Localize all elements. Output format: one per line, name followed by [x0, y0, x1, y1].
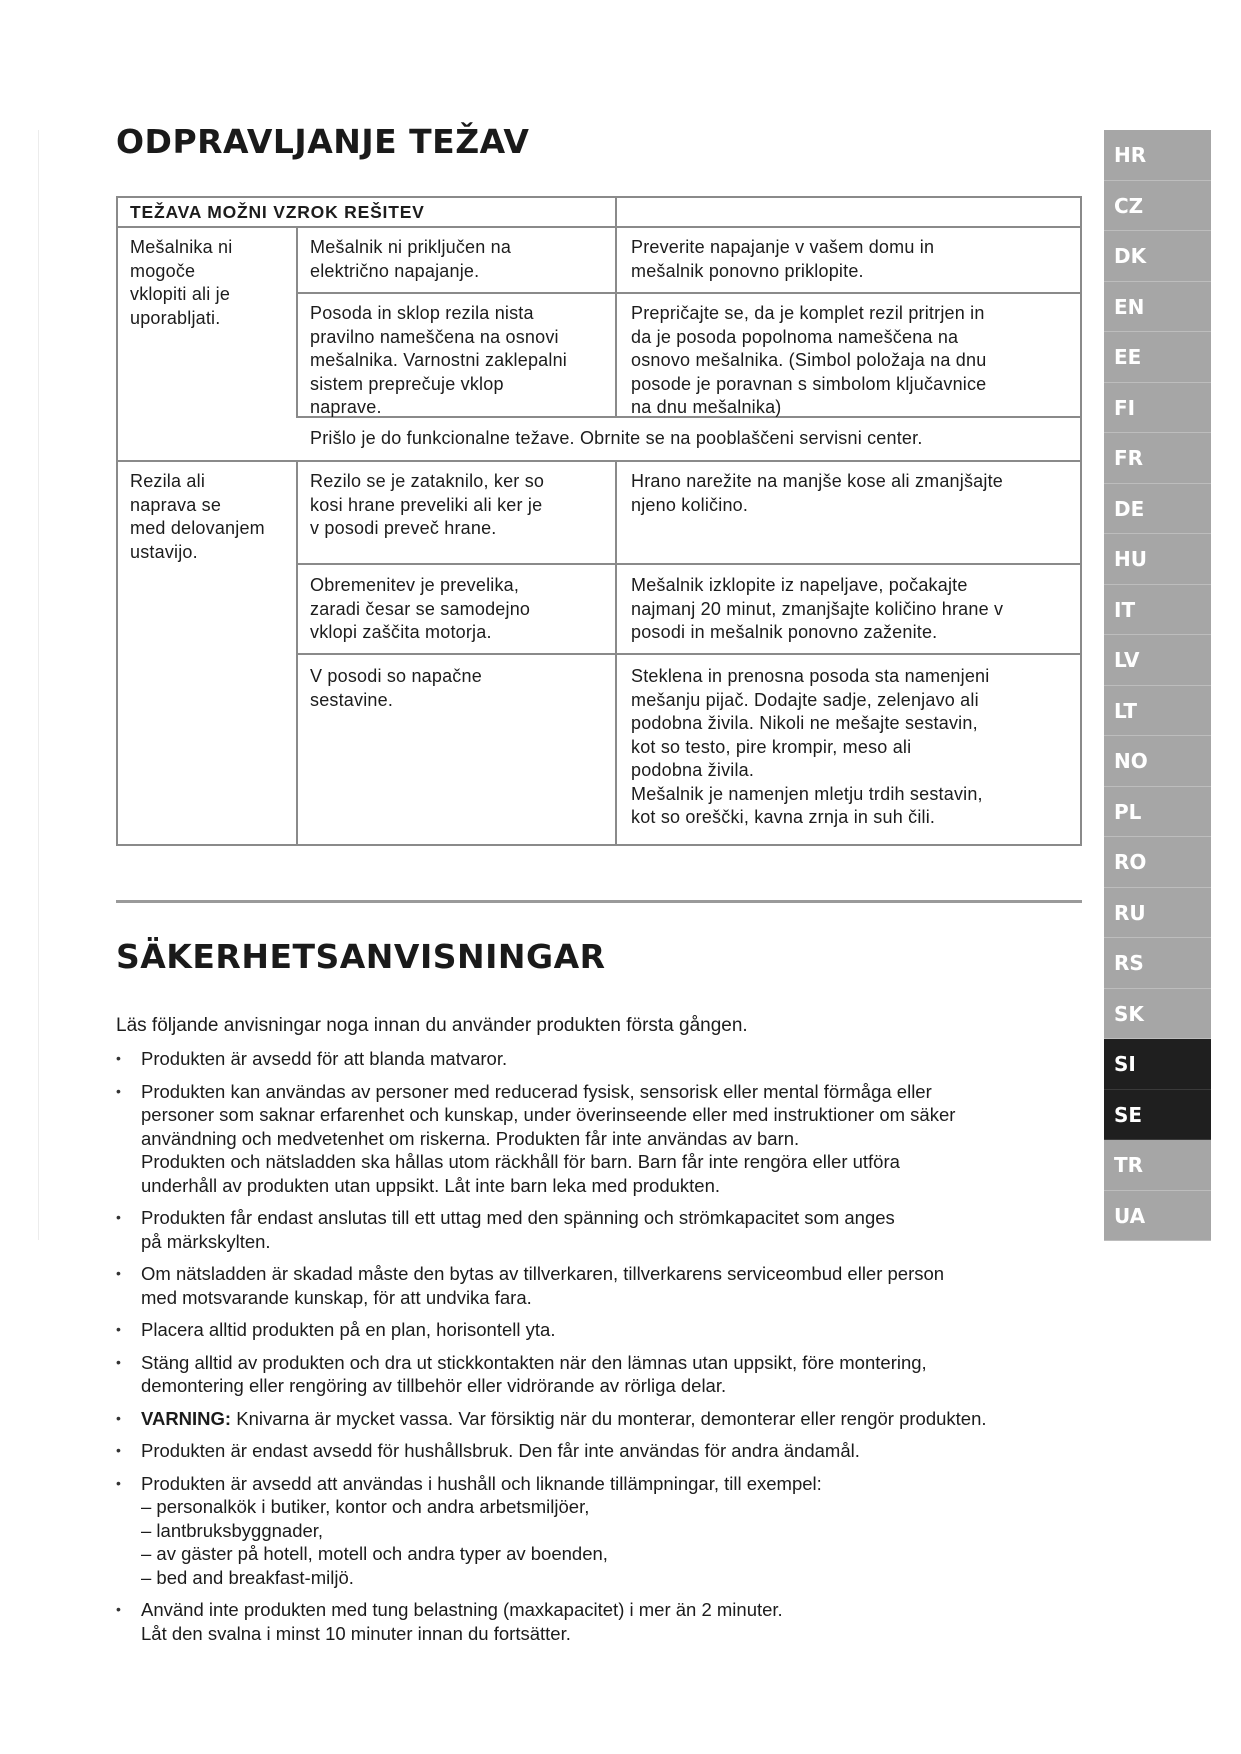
problem-cell: Rezila ali naprava se med delovanjem ustavijo.: [130, 471, 265, 562]
troubleshooting-title: ODPRAVLJANJE TEŽAV: [116, 122, 530, 161]
list-item: • Använd inte produkten med tung belastning (maxkapacitet) i mer än 2 minuter. Låt den svalna i minst 10 minuter innan du fortsätter.: [116, 1598, 1086, 1645]
table-row-line: [296, 563, 1080, 565]
warning-label: VARNING:: [141, 1407, 232, 1429]
list-item: • Produkten är avsedd att användas i hushåll och liknande tillämpningar, till exempel: – personalkök i butiker, kontor och andra arbetsmiljöer, – lantbruksbyggnader, – av gäster på hotell, motell och andra typer av boenden, – bed and breakfast-miljö.: [116, 1472, 1086, 1590]
language-tab-se[interactable]: SE: [1104, 1090, 1211, 1141]
language-tab-ru[interactable]: RU: [1104, 888, 1211, 939]
table-col-line: [296, 226, 298, 416]
table-row-line: [296, 653, 1080, 655]
list-item: • Produkten är endast avsedd för hushållsbruk. Den får inte användas för andra ändamål.: [116, 1439, 1086, 1463]
spanning-row-cell: Prišlo je do funkcionalne težave. Obrnite se na pooblaščeni servisni center.: [310, 428, 923, 448]
table-col-line: [296, 460, 298, 844]
list-item: • Produkten får endast anslutas till ett uttag med den spänning och strömkapacitet som anges på märkskylten.: [116, 1206, 1086, 1253]
language-tab-sk[interactable]: SK: [1104, 989, 1211, 1040]
table-row-line: [296, 292, 1080, 294]
problem-cell: Mešalnika ni mogoče vklopiti ali je uporabljati.: [130, 237, 233, 328]
section-divider: [116, 900, 1082, 903]
cause-cell: Obremenitev je prevelika, zaradi česar se samodejno vklopi zaščita motorja.: [310, 575, 531, 642]
language-tab-it[interactable]: IT: [1104, 585, 1211, 636]
language-tab-fr[interactable]: FR: [1104, 433, 1211, 484]
safety-list: [116, 1047, 1086, 1654]
language-tab-ua[interactable]: UA: [1104, 1191, 1211, 1242]
language-tab-lv[interactable]: LV: [1104, 635, 1211, 686]
table-col-line: [615, 460, 617, 844]
table-row-line: [118, 460, 1080, 462]
solution-cell: Hrano narežite na manjše kose ali zmanjšajte njeno količino.: [631, 471, 1003, 515]
cause-cell: Posoda in sklop rezila nista pravilno nameščena na osnovi mešalnika. Varnostni zaklepalni sistem preprečuje vklop naprave.: [310, 303, 567, 417]
list-item: • Produkten kan användas av personer med reducerad fysisk, sensorisk eller mental förmåga eller personer som saknar erfarenhet och kunskap, under överinseende eller med instruktioner om säker användning och medvetenhet om riskerna. Produkten får inte användas av barn. Produkten och nätsladden ska hållas utom räckhåll för barn. Barn får inte rengöra eller utföra underhåll av produkten utan uppsikt. Låt inte barn leka med produkten.: [116, 1080, 1086, 1198]
language-tab-tr[interactable]: TR: [1104, 1140, 1211, 1191]
table-row-line: [118, 226, 1080, 228]
troubleshooting-table: [116, 196, 1082, 846]
list-item: • Placera alltid produkten på en plan, horisontell yta.: [116, 1318, 1086, 1342]
cause-cell: V posodi so napačne sestavine.: [310, 666, 482, 710]
language-tabs: [1104, 130, 1211, 1241]
list-item: [116, 1407, 1086, 1431]
language-tab-dk[interactable]: DK: [1104, 231, 1211, 282]
language-tab-cz[interactable]: CZ: [1104, 181, 1211, 232]
language-tab-en[interactable]: EN: [1104, 282, 1211, 333]
language-tab-ee[interactable]: EE: [1104, 332, 1211, 383]
language-tab-pl[interactable]: PL: [1104, 787, 1211, 838]
safety-title: SÄKERHETSANVISNINGAR: [116, 937, 606, 976]
solution-cell: Mešalnik izklopite iz napeljave, počakajte najmanj 20 minut, zmanjšajte količino hrane v posodi in mešalnik ponovno zaženite.: [631, 575, 1004, 642]
language-tab-ro[interactable]: RO: [1104, 837, 1211, 888]
table-col-line: [615, 198, 617, 416]
table-header: TEŽAVA MOŽNI VZROK REŠITEV: [130, 202, 425, 222]
language-tab-no[interactable]: NO: [1104, 736, 1211, 787]
warning-text: Knivarna är mycket vassa. Var försiktig när du monterar, demonterar eller rengör produkten.: [231, 1407, 987, 1429]
list-item: • Produkten är avsedd för att blanda matvaror.: [116, 1047, 1086, 1071]
language-tab-rs[interactable]: RS: [1104, 938, 1211, 989]
language-tab-hu[interactable]: HU: [1104, 534, 1211, 585]
language-tab-lt[interactable]: LT: [1104, 686, 1211, 737]
page-margin-line: [38, 130, 39, 1240]
list-item: • Stäng alltid av produkten och dra ut stickkontakten när den lämnas utan uppsikt, före montering, demontering eller rengöring av tillbehör eller vidrörande av rörliga delar.: [116, 1351, 1086, 1398]
language-tab-fi[interactable]: FI: [1104, 383, 1211, 434]
list-item: • Om nätsladden är skadad måste den bytas av tillverkaren, tillverkarens serviceombud eller person med motsvarande kunskap, för att undvika fara.: [116, 1262, 1086, 1309]
language-tab-si[interactable]: SI: [1104, 1039, 1211, 1090]
safety-intro: Läs följande anvisningar noga innan du använder produkten första gången.: [116, 1015, 748, 1036]
solution-cell: Preverite napajanje v vašem domu in mešalnik ponovno priklopite.: [631, 237, 935, 281]
cause-cell: Mešalnik ni priključen na električno napajanje.: [310, 237, 512, 281]
cause-cell: Rezilo se je zataknilo, ker so kosi hrane preveliki ali ker je v posodi preveč hrane.: [310, 471, 545, 538]
language-tab-de[interactable]: DE: [1104, 484, 1211, 535]
language-tab-hr[interactable]: HR: [1104, 130, 1211, 181]
solution-cell: Prepričajte se, da je komplet rezil pritrjen in da je posoda popolnoma nameščena na osnovo mešalnika. (Simbol položaja na dnu posode je poravnan s simbolom ključavnice na dnu mešalnika): [631, 303, 987, 417]
solution-cell: Steklena in prenosna posoda sta namenjeni mešanju pijač. Dodajte sadje, zelenjavo ali podobna živila. Nikoli ne mešajte sestavin, kot so testo, pire krompir, meso ali podobna živila. Mešalnik je namenjen mletju trdih sestavin, kot so oreščki, kavna zrnja in suh čili.: [631, 666, 990, 827]
